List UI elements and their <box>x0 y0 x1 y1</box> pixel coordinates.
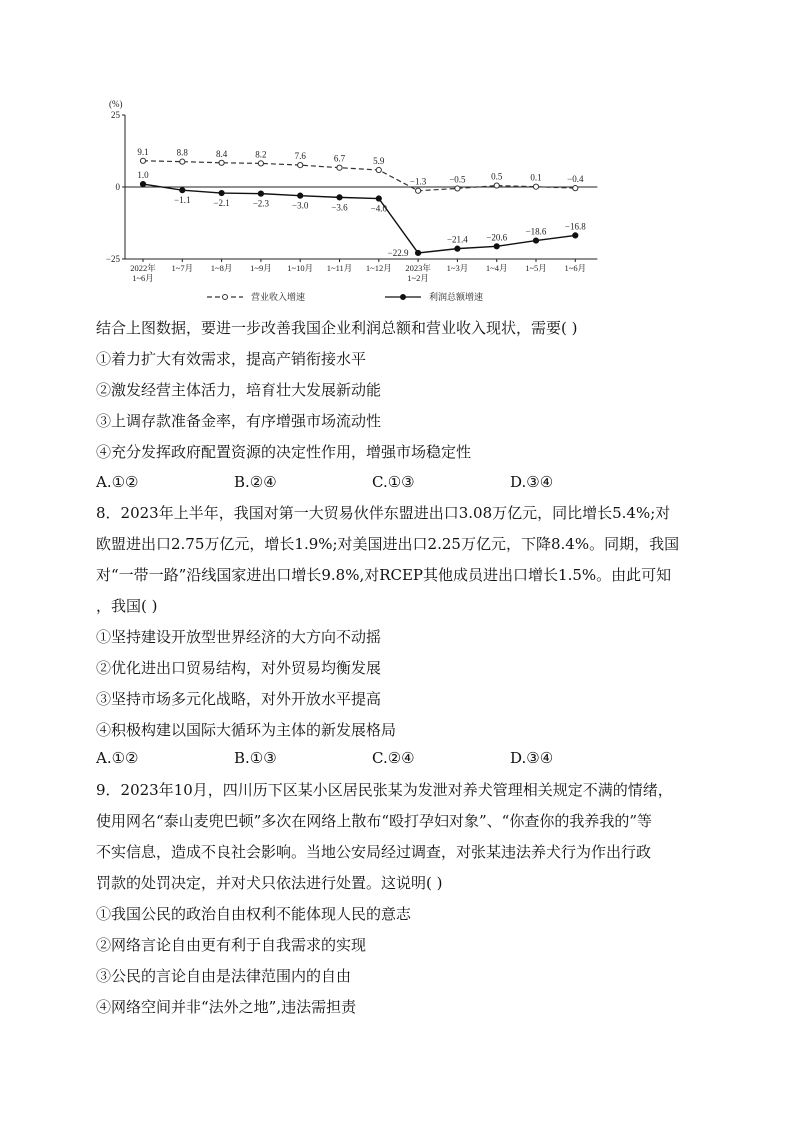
revenue-data-label: −0.4 <box>567 174 584 185</box>
revenue-point <box>376 167 381 172</box>
profit-data-label: −21.4 <box>446 234 468 245</box>
q8-item: ③坚持市场多元化战略，对外开放水平提高 <box>96 690 382 708</box>
revenue-point <box>140 158 145 163</box>
q9-item: ①我国公民的政治自由权利不能体现人民的意志 <box>96 905 412 923</box>
x-tick-label: 1~4月 <box>485 263 508 273</box>
revenue-point <box>455 186 460 191</box>
q7-option-b[interactable]: B.②④ <box>234 473 277 491</box>
x-tick-label: 2023年 <box>405 263 431 273</box>
profit-point <box>258 191 263 196</box>
q7-stem: 结合上图数据，要进一步改善我国企业利润总额和营业收入现状，需要( ) <box>96 319 578 337</box>
profit-data-label: −4.0 <box>370 203 387 214</box>
profit-point <box>140 182 145 187</box>
profit-data-label: −20.6 <box>486 232 508 243</box>
q7-option-a[interactable]: A.①② <box>96 473 139 491</box>
profit-data-label: −18.6 <box>525 226 547 237</box>
q8-options <box>96 749 706 770</box>
y-tick-label: −25 <box>105 254 120 264</box>
q8-stem-line: ，我国( ) <box>96 597 158 615</box>
profit-point <box>376 196 381 201</box>
q7-item: ④充分发挥政府配置资源的决定性作用，增强市场稳定性 <box>96 443 472 461</box>
profit-data-label: −22.9 <box>387 247 409 258</box>
legend-marker <box>401 295 406 300</box>
x-tick-label: 1~9月 <box>250 263 272 273</box>
x-tick-label: 1~6月 <box>564 263 587 273</box>
profit-point <box>573 233 578 238</box>
x-tick-label: 1~11月 <box>326 263 353 273</box>
profit-point <box>416 250 421 255</box>
growth-line-chart <box>95 90 615 310</box>
profit-data-label: −2.3 <box>252 198 270 209</box>
q7-item: ①着力扩大有效需求，提高产销衔接水平 <box>96 350 367 368</box>
x-tick-label: 1~10月 <box>287 263 314 273</box>
q8-block <box>96 503 706 741</box>
y-tick-label: 0 <box>115 182 120 192</box>
profit-point <box>494 244 499 249</box>
revenue-data-label: 0.5 <box>491 171 503 182</box>
y-unit-label: (%) <box>109 99 123 109</box>
q9-stem-line: 不实信息，造成不良社会影响。当地公安局经过调查，对张某违法养犬行为作出行政 <box>96 843 652 861</box>
revenue-point <box>219 160 224 165</box>
revenue-data-label: 9.1 <box>137 146 149 157</box>
revenue-point <box>180 159 185 164</box>
q9-stem-line: 9．2023年10月，四川历下区某小区居民张某为发泄对养犬管理相关规定不满的情绪， <box>96 781 673 799</box>
revenue-point <box>494 183 499 188</box>
x-tick-label: 1~3月 <box>446 263 469 273</box>
q8-option-d[interactable]: D.③④ <box>510 749 554 767</box>
q8-option-b[interactable]: B.①③ <box>234 749 277 767</box>
profit-data-label: 1.0 <box>137 170 149 181</box>
legend-marker <box>223 295 228 300</box>
revenue-data-label: −0.5 <box>449 174 466 185</box>
q9-block <box>96 780 706 1018</box>
profit-data-label: −16.8 <box>564 221 586 232</box>
q9-stem-line: 使用网名“泰山麦兜巴顿”多次在网络上散布“殴打孕妇对象”、“你查你的我养我的”等 <box>96 812 653 830</box>
profit-point <box>533 238 538 243</box>
profit-data-label: −3.6 <box>331 202 348 213</box>
profit-data-label: −2.1 <box>213 198 230 209</box>
profit-data-label: −1.1 <box>174 195 191 206</box>
q8-item: ②优化进出口贸易结构，对外贸易均衡发展 <box>96 659 382 677</box>
q9-item: ④网络空间并非“法外之地”,违法需担责 <box>96 998 357 1016</box>
revenue-data-label: 6.7 <box>333 153 346 164</box>
legend-profit-label: 利润总额增速 <box>429 292 484 302</box>
x-tick-label: 1~12月 <box>365 263 392 273</box>
q8-item: ④积极构建以国际大循环为主体的新发展格局 <box>96 721 397 739</box>
revenue-data-label: 5.9 <box>373 156 385 167</box>
q8-stem-line: 8．2023年上半年，我国对第一大贸易伙伴东盟进出口3.08万亿元，同比增长5.4%;对 <box>96 504 671 522</box>
q8-stem-line: 欧盟进出口2.75万亿元，增长1.9%;对美国进出口2.25万亿元，下降8.4%。同期，我国 <box>96 535 680 553</box>
q8-option-a[interactable]: A.①② <box>96 749 139 767</box>
q9-item: ③公民的言论自由是法律范围内的自由 <box>96 967 352 985</box>
revenue-point <box>258 161 263 166</box>
x-tick-label: 1~8月 <box>210 263 233 273</box>
q7-option-d[interactable]: D.③④ <box>510 473 554 491</box>
revenue-point <box>337 165 342 170</box>
profit-point <box>337 195 342 200</box>
chart-legend <box>207 291 483 302</box>
x-tick-label: 1~7月 <box>171 263 194 273</box>
q7-block <box>96 318 706 463</box>
profit-data-label: −3.0 <box>292 200 309 211</box>
q7-item: ③上调存款准备金率，有序增强市场流动性 <box>96 412 382 430</box>
y-tick-label: 25 <box>111 110 120 120</box>
q7-option-c[interactable]: C.①③ <box>372 473 415 491</box>
profit-point <box>180 188 185 193</box>
revenue-data-label: 0.1 <box>530 172 542 183</box>
profit-growth-line <box>143 184 575 253</box>
revenue-data-label: 8.2 <box>255 149 267 160</box>
q9-stem-line: 罚款的处罚决定，并对犬只依法进行处置。这说明( ) <box>96 874 443 892</box>
profit-point <box>455 246 460 251</box>
profit-point <box>219 190 224 195</box>
revenue-data-label: −1.3 <box>409 176 427 187</box>
q7-item: ②激发经营主体活力，培育壮大发展新动能 <box>96 381 382 399</box>
q9-item: ②网络言论自由更有利于自我需求的实现 <box>96 936 367 954</box>
revenue-data-label: 8.4 <box>215 148 228 159</box>
legend-revenue-label: 营业收入增速 <box>251 292 306 302</box>
x-tick-label: 1~2月 <box>407 273 429 283</box>
q8-item: ①坚持建设开放型世界经济的大方向不动摇 <box>96 628 382 646</box>
x-tick-label: 1~6月 <box>132 273 154 283</box>
revenue-point <box>416 188 421 193</box>
revenue-point <box>533 184 538 189</box>
q7-options <box>96 473 706 494</box>
q8-option-c[interactable]: C.②④ <box>372 749 415 767</box>
x-tick-label: 1~5月 <box>525 263 547 273</box>
revenue-growth-line <box>143 161 575 191</box>
profit-point <box>298 193 303 198</box>
revenue-point <box>298 163 303 168</box>
chart-series <box>137 147 586 258</box>
x-tick-label: 2022年 <box>130 263 156 273</box>
revenue-point <box>573 186 578 191</box>
revenue-data-label: 7.6 <box>294 151 306 162</box>
revenue-data-label: 8.8 <box>176 147 188 158</box>
q8-stem-line: 对“一带一路”沿线国家进出口增长9.8%,对RCEP其他成员进出口增长1.5%。由此可知 <box>96 566 672 584</box>
